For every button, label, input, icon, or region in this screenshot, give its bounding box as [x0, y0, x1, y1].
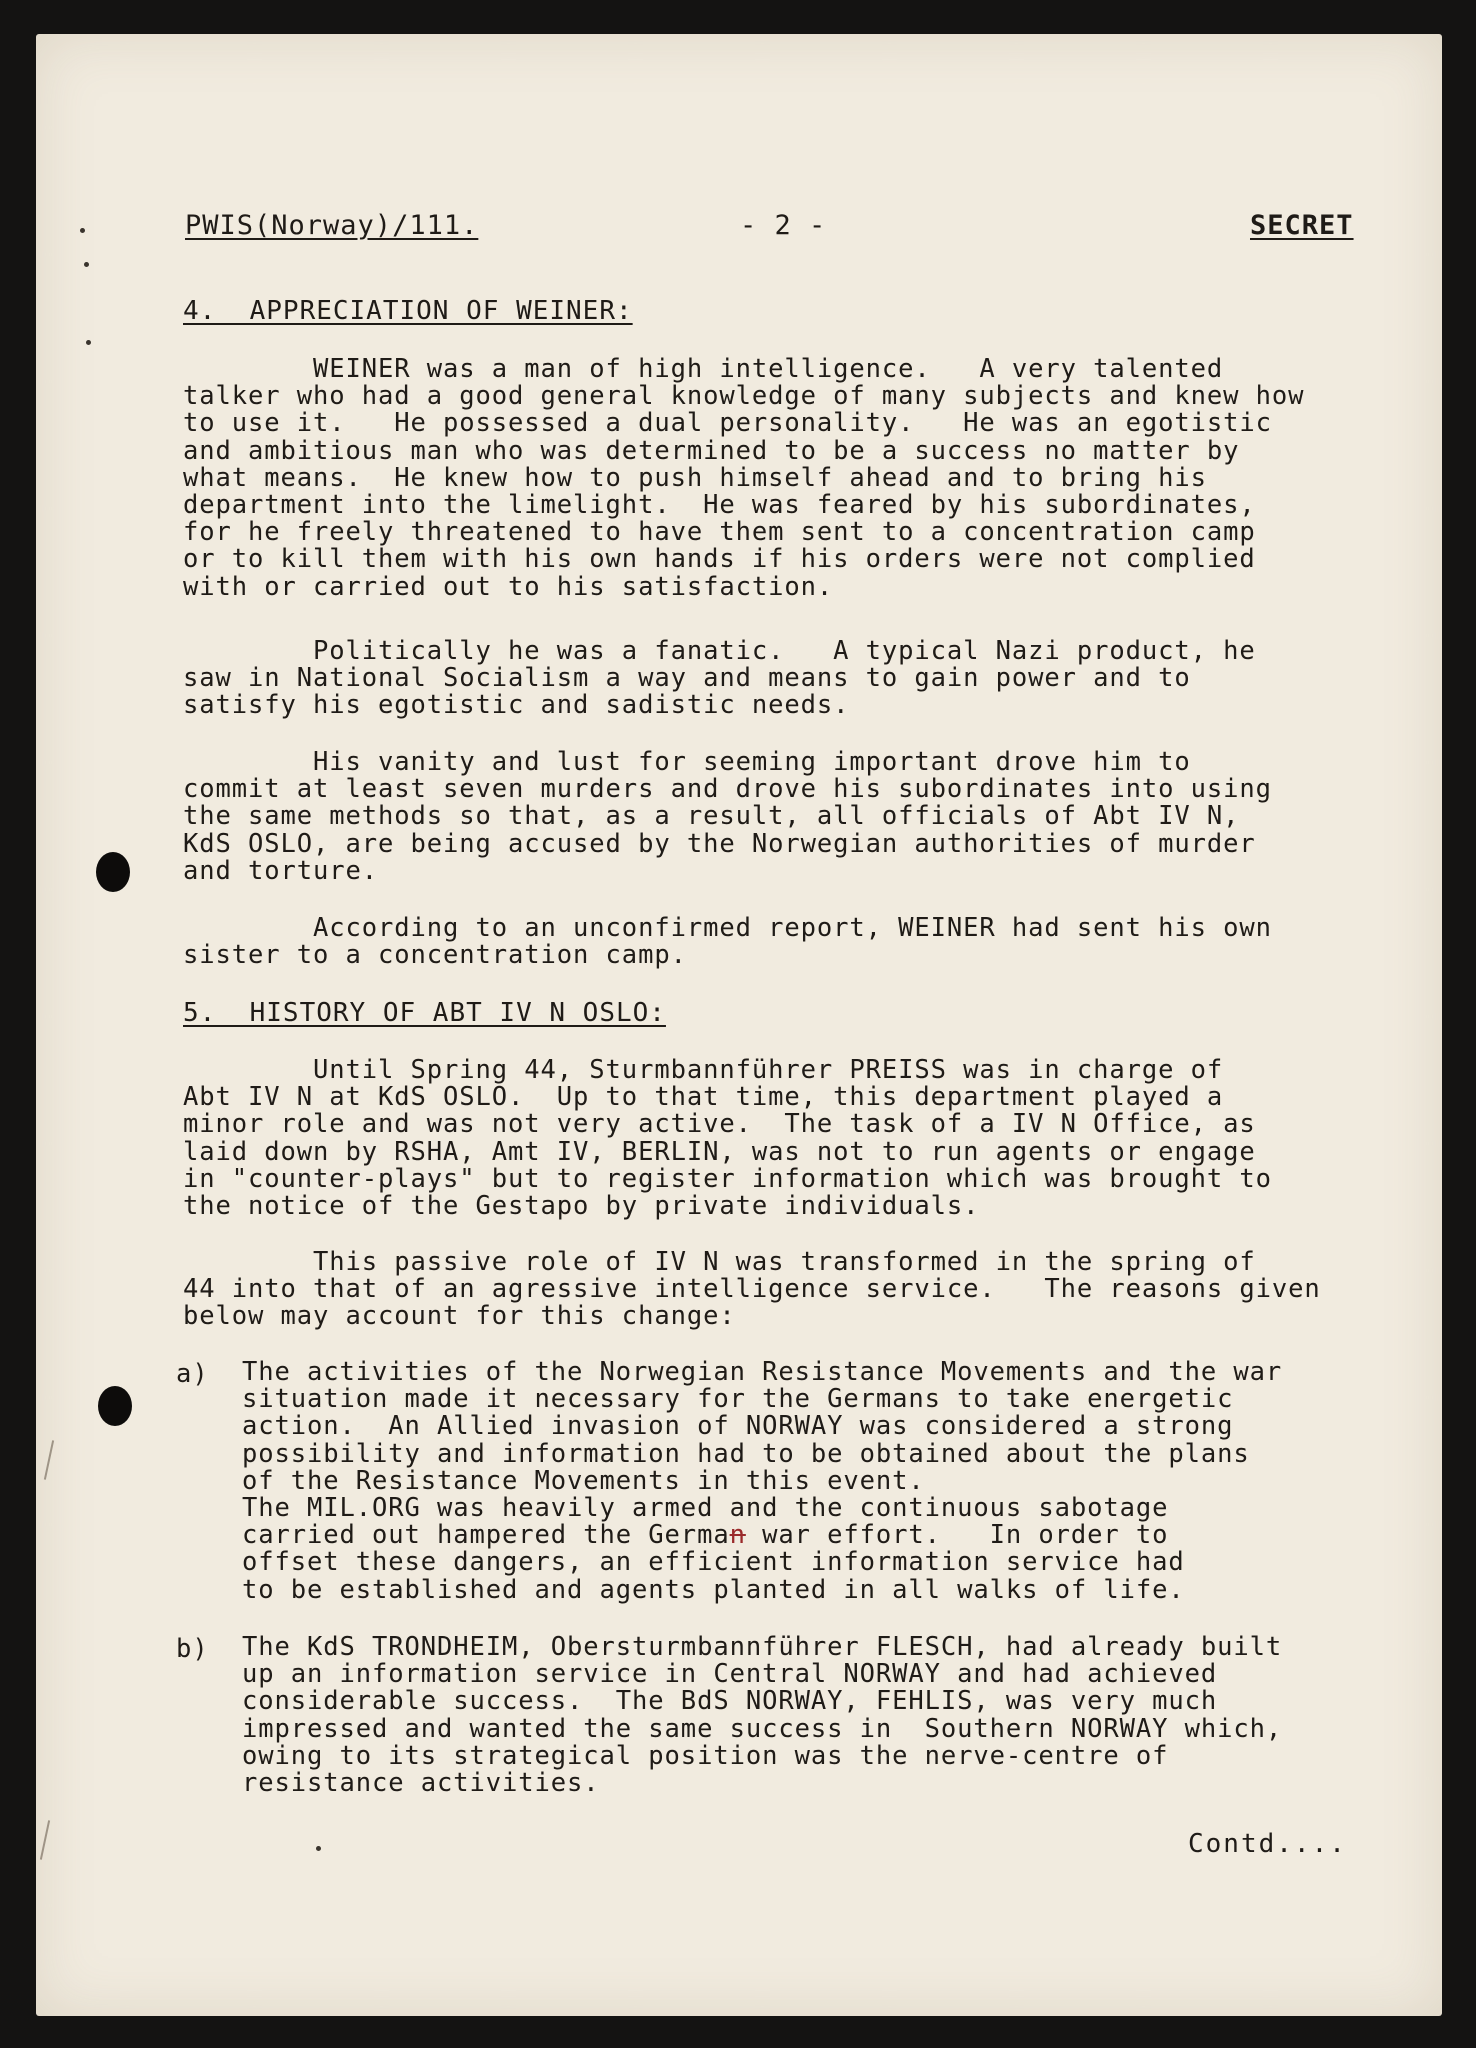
- struck-letter: n: [729, 1520, 746, 1551]
- section-4-paragraph-3: His vanity and lust for seeming important drove him to commit at least seven murders and drove his subordinates into using the same methods so that, as a result, all officials of Abt IV N, KdS OSLO, are being accused by the Norwegian authorities of murder and torture.: [183, 747, 1272, 886]
- page-number: - 2 -: [740, 210, 827, 241]
- section-5-heading: 5. HISTORY OF ABT IV N OSLO:: [183, 998, 666, 1028]
- list-item-a-text-start: The activities of the Norwegian Resistance Movements and the war situation made it necessary for the Germans to take energetic action. An Allied invasion of NORWAY was considered a strong possibility and information had to be obtained about the plans of the Resistance Movements in this event. The MIL.ORG was heavily armed and the continuous sabotage carried out hampered the Germa: [242, 1357, 1283, 1551]
- section-5-paragraph-1: Until Spring 44, Sturmbannführer PREISS was in charge of Abt IV N at KdS OSLO. Up to that time, this department played a minor role and was not very active. The task of a IV N Office, as laid down by RSHA, Amt IV, BERLIN, was not to run agents or engage in "counter-plays" but to register information which was brought to the notice of the Gestapo by private individuals.: [183, 1055, 1272, 1222]
- margin-mark: [316, 1846, 321, 1851]
- punch-hole-top: [96, 852, 130, 892]
- list-item-a-text-end: war effort. In order to offset these dangers, an efficient information service had to be established and agents planted in all walks of life.: [242, 1520, 1185, 1605]
- list-item-a-text: [242, 1359, 1282, 1604]
- document-reference: PWIS(Norway)/111.: [185, 210, 479, 241]
- punch-hole-bottom: [98, 1386, 132, 1426]
- section-5-paragraph-2: This passive role of IV N was transformed in the spring of 44 into that of an agressive intelligence service. The reasons given below may account for this change:: [183, 1247, 1321, 1332]
- section-4-heading: 4. APPRECIATION OF WEINER:: [183, 296, 633, 326]
- list-item-b-text: The KdS TRONDHEIM, Obersturmbannführer FLESCH, had already built up an information service in Central NORWAY and had achieved considerable success. The BdS NORWAY, FEHLIS, was very much impressed and wanted the same success in Southern NORWAY which, owing to its strategical position was the nerve-centre of resistance activities.: [242, 1632, 1283, 1799]
- margin-mark: [84, 262, 89, 267]
- list-item-label-b: b): [176, 1634, 209, 1664]
- list-item-label-a: a): [176, 1359, 209, 1389]
- section-4-paragraph-4: According to an unconfirmed report, WEINER had sent his own sister to a concentration camp.: [183, 913, 1272, 971]
- margin-mark: [86, 340, 91, 345]
- section-4-paragraph-2: Politically he was a fanatic. A typical Nazi product, he saw in National Socialism a way and means to gain power and to satisfy his egotistic and sadistic needs.: [183, 636, 1256, 721]
- section-4-paragraph-1: WEINER was a man of high intelligence. A very talented talker who had a good general knowledge of many subjects and knew how to use it. He possessed a dual personality. He was an egotistic and ambitious man who was determined to be a success no matter by what means. He knew how to push himself ahead and to bring his department into the limelight. He was feared by his subordinates, for he freely threatened to have them sent to a concentration camp or to kill them with his own hands if his orders were not complied with or carried out to his satisfaction.: [183, 354, 1305, 602]
- classification-marking: SECRET: [1250, 210, 1354, 241]
- margin-mark: [80, 228, 85, 233]
- continuation-note: Contd....: [1188, 1829, 1347, 1859]
